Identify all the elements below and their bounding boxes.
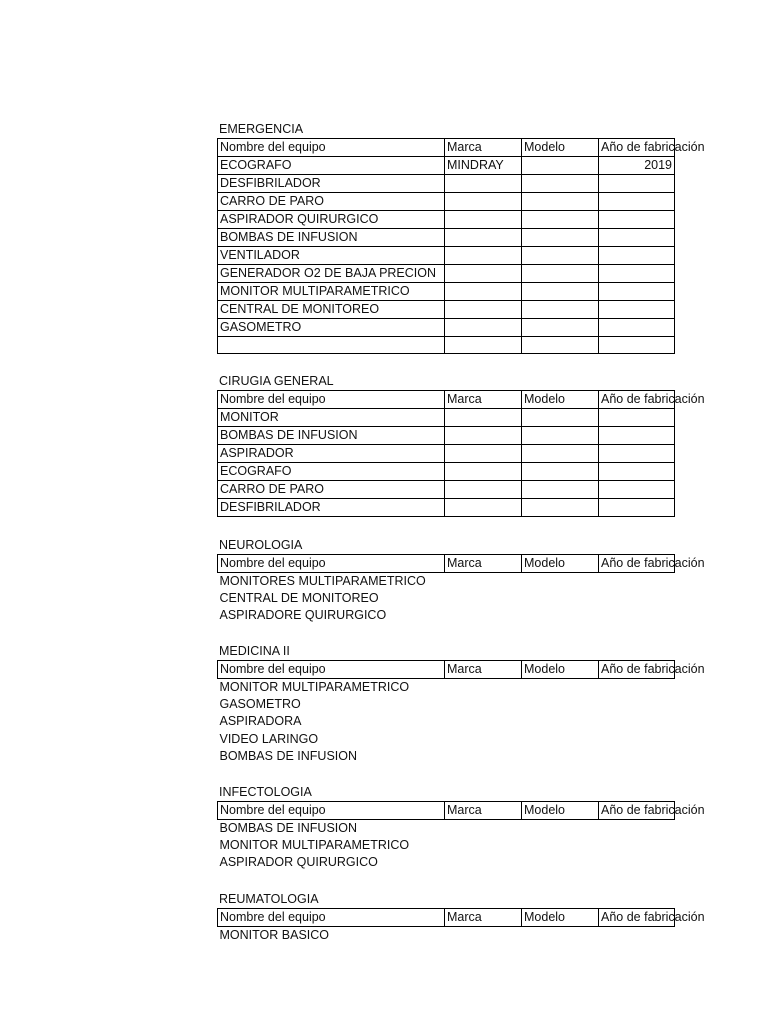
modelo-cell[interactable] — [522, 926, 599, 944]
equipo-cell[interactable]: VIDEO LARINGO — [219, 731, 319, 746]
table-row — [218, 481, 675, 499]
marca-cell[interactable] — [445, 820, 522, 838]
table-row — [218, 427, 675, 445]
anio-cell[interactable] — [599, 211, 675, 229]
spreadsheet-sheet — [217, 120, 705, 944]
modelo-cell[interactable] — [522, 679, 599, 697]
table-row — [218, 748, 675, 765]
marca-cell[interactable] — [445, 319, 522, 337]
section-title[interactable]: NEUROLOGIA — [219, 537, 303, 552]
marca-cell[interactable] — [445, 193, 522, 211]
section-title[interactable]: REUMATOLOGIA — [219, 891, 319, 906]
header-nombre-cell[interactable]: Nombre del equipo — [218, 139, 445, 157]
marca-cell[interactable] — [445, 854, 522, 871]
modelo-cell[interactable] — [522, 319, 599, 337]
modelo-cell[interactable] — [522, 713, 599, 730]
modelo-cell[interactable] — [522, 193, 599, 211]
modelo-cell[interactable] — [522, 748, 599, 765]
blank-row — [217, 354, 677, 372]
table-header-row — [218, 661, 675, 679]
equipo-cell[interactable]: MONITOR BASICO — [219, 927, 330, 942]
marca-cell[interactable] — [445, 427, 522, 445]
table-row — [218, 854, 675, 871]
section-medicina-ii — [217, 642, 705, 765]
equipment-table — [217, 390, 705, 517]
anio-cell[interactable] — [599, 229, 675, 247]
modelo-cell[interactable] — [522, 854, 599, 871]
modelo-cell[interactable] — [522, 301, 599, 319]
anio-cell[interactable]: 2019 — [599, 157, 675, 175]
marca-cell[interactable] — [445, 607, 522, 624]
table-row — [218, 175, 675, 193]
marca-cell[interactable] — [445, 301, 522, 319]
anio-cell[interactable] — [599, 926, 675, 944]
anio-cell[interactable] — [599, 247, 675, 265]
anio-cell[interactable] — [599, 696, 675, 713]
modelo-cell[interactable] — [522, 572, 599, 590]
marca-cell[interactable] — [445, 713, 522, 730]
anio-cell[interactable] — [599, 748, 675, 765]
section-title[interactable]: MEDICINA II — [219, 644, 290, 659]
anio-cell[interactable] — [599, 445, 675, 463]
table-row — [218, 247, 675, 265]
equipo-cell[interactable] — [218, 337, 445, 354]
header-nombre-cell[interactable]: Nombre del equipo — [218, 391, 445, 409]
table-row — [218, 820, 675, 838]
table-header-row — [218, 802, 675, 820]
equipo-cell[interactable]: GENERADOR O2 DE BAJA PRECION — [218, 265, 445, 283]
modelo-cell[interactable] — [522, 696, 599, 713]
marca-cell[interactable] — [445, 283, 522, 301]
anio-cell[interactable] — [599, 265, 675, 283]
modelo-cell[interactable] — [522, 283, 599, 301]
equipment-table — [217, 138, 705, 354]
marca-cell[interactable] — [445, 409, 522, 427]
marca-cell[interactable] — [445, 481, 522, 499]
modelo-cell[interactable] — [522, 265, 599, 283]
marca-cell[interactable] — [445, 337, 522, 354]
section-reumatologia — [217, 890, 705, 944]
equipo-cell[interactable]: ASPIRADORE QUIRURGICO — [219, 607, 387, 622]
modelo-cell[interactable] — [522, 337, 599, 354]
table-row — [218, 926, 675, 944]
equipo-cell[interactable]: DESFIBRILADOR — [218, 499, 445, 517]
marca-cell[interactable] — [445, 696, 522, 713]
anio-cell[interactable] — [599, 427, 675, 445]
equipo-cell[interactable]: MONITOR — [218, 409, 445, 427]
equipo-cell[interactable]: ECOGRAFO — [218, 463, 445, 481]
table-row — [218, 696, 675, 713]
anio-cell[interactable] — [599, 607, 675, 624]
table-row — [218, 283, 675, 301]
modelo-cell[interactable] — [522, 175, 599, 193]
anio-cell[interactable] — [599, 679, 675, 697]
header-modelo-cell[interactable]: Modelo — [522, 391, 599, 409]
header-anio-cell[interactable]: Año de fabricación — [599, 391, 675, 409]
blank-row — [217, 871, 677, 889]
table-row — [218, 409, 675, 427]
equipment-table — [217, 908, 705, 944]
header-anio-cell[interactable]: Año de fabricación — [599, 139, 675, 157]
equipo-cell[interactable]: ASPIRADOR — [218, 445, 445, 463]
marca-cell[interactable] — [445, 499, 522, 517]
equipo-cell[interactable]: CENTRAL DE MONITOREO — [218, 301, 445, 319]
anio-cell[interactable] — [599, 837, 675, 854]
equipment-table — [217, 554, 705, 624]
header-anio-cell[interactable]: Año de fabricación — [599, 908, 675, 926]
marca-cell[interactable] — [445, 247, 522, 265]
marca-cell[interactable] — [445, 445, 522, 463]
table-row — [218, 337, 675, 354]
anio-cell[interactable] — [599, 572, 675, 590]
table-row — [218, 731, 675, 748]
equipo-cell[interactable]: MONITORES MULTIPARAMETRICO — [219, 573, 426, 588]
anio-cell[interactable] — [599, 481, 675, 499]
anio-cell[interactable] — [599, 713, 675, 730]
anio-cell[interactable] — [599, 301, 675, 319]
equipo-cell[interactable]: CARRO DE PARO — [218, 193, 445, 211]
modelo-cell[interactable] — [522, 731, 599, 748]
equipo-cell[interactable]: CARRO DE PARO — [218, 481, 445, 499]
modelo-cell[interactable] — [522, 157, 599, 175]
marca-cell[interactable] — [445, 926, 522, 944]
marca-cell[interactable] — [445, 590, 522, 607]
anio-cell[interactable] — [599, 820, 675, 838]
anio-cell[interactable] — [599, 283, 675, 301]
blank-row — [217, 624, 677, 642]
header-nombre-cell[interactable]: Nombre del equipo — [218, 554, 445, 572]
equipo-cell[interactable]: DESFIBRILADOR — [218, 175, 445, 193]
table-row — [218, 679, 675, 697]
equipo-cell[interactable]: ASPIRADORA — [219, 714, 302, 729]
anio-cell[interactable] — [599, 590, 675, 607]
table-row — [218, 572, 675, 590]
section-title[interactable]: EMERGENCIA — [219, 122, 304, 136]
modelo-cell[interactable] — [522, 820, 599, 838]
table-row — [218, 157, 675, 175]
modelo-cell[interactable] — [522, 481, 599, 499]
marca-cell[interactable] — [445, 229, 522, 247]
section-title[interactable]: INFECTOLOGIA — [219, 785, 312, 800]
section-neurologia — [217, 536, 705, 624]
header-marca-cell[interactable]: Marca — [445, 908, 522, 926]
equipo-cell[interactable]: MONITOR MULTIPARAMETRICO — [219, 680, 410, 695]
anio-cell[interactable] — [599, 854, 675, 871]
header-marca-cell[interactable]: Marca — [445, 391, 522, 409]
table-row — [218, 463, 675, 481]
section-cirugia-general — [217, 372, 705, 517]
modelo-cell[interactable] — [522, 463, 599, 481]
marca-cell[interactable]: MINDRAY — [445, 157, 522, 175]
equipment-table — [217, 801, 705, 871]
modelo-cell[interactable] — [522, 499, 599, 517]
table-row — [218, 319, 675, 337]
equipo-cell[interactable]: ECOGRAFO — [218, 157, 445, 175]
equipo-cell[interactable]: BOMBAS DE INFUSION — [219, 748, 358, 763]
table-row — [218, 607, 675, 624]
equipo-cell[interactable]: BOMBAS DE INFUSION — [218, 229, 445, 247]
marca-cell[interactable] — [445, 175, 522, 193]
table-row — [218, 837, 675, 854]
header-marca-cell[interactable]: Marca — [445, 802, 522, 820]
table-header-row — [218, 139, 675, 157]
header-nombre-cell[interactable]: Nombre del equipo — [218, 661, 445, 679]
equipo-cell[interactable]: MONITOR MULTIPARAMETRICO — [218, 283, 445, 301]
table-header-row — [218, 554, 675, 572]
table-row — [218, 211, 675, 229]
equipo-cell[interactable]: MONITOR MULTIPARAMETRICO — [219, 838, 410, 853]
modelo-cell[interactable] — [522, 607, 599, 624]
header-nombre-cell[interactable]: Nombre del equipo — [218, 908, 445, 926]
section-infectologia — [217, 783, 705, 871]
marca-cell[interactable] — [445, 731, 522, 748]
equipo-cell[interactable]: GASOMETRO — [218, 319, 445, 337]
table-row — [218, 301, 675, 319]
table-row — [218, 499, 675, 517]
table-header-row — [218, 908, 675, 926]
equipment-table — [217, 660, 705, 765]
blank-row — [217, 517, 677, 535]
equipo-cell[interactable]: BOMBAS DE INFUSION — [219, 821, 358, 836]
modelo-cell[interactable] — [522, 229, 599, 247]
modelo-cell[interactable] — [522, 837, 599, 854]
anio-cell[interactable] — [599, 175, 675, 193]
modelo-cell[interactable] — [522, 247, 599, 265]
table-row — [218, 713, 675, 730]
equipo-cell[interactable]: GASOMETRO — [219, 697, 301, 712]
marca-cell[interactable] — [445, 211, 522, 229]
header-anio-cell[interactable]: Año de fabricación — [599, 661, 675, 679]
section-title[interactable]: CIRUGIA GENERAL — [219, 374, 334, 389]
header-marca-cell[interactable]: Marca — [445, 554, 522, 572]
anio-cell[interactable] — [599, 409, 675, 427]
header-marca-cell[interactable]: Marca — [445, 139, 522, 157]
blank-row — [217, 765, 677, 783]
marca-cell[interactable] — [445, 679, 522, 697]
anio-cell[interactable] — [599, 193, 675, 211]
header-modelo-cell[interactable]: Modelo — [522, 661, 599, 679]
table-header-row — [218, 391, 675, 409]
modelo-cell[interactable] — [522, 590, 599, 607]
header-modelo-cell[interactable]: Modelo — [522, 802, 599, 820]
table-row — [218, 445, 675, 463]
header-modelo-cell[interactable]: Modelo — [522, 908, 599, 926]
anio-cell[interactable] — [599, 319, 675, 337]
anio-cell[interactable] — [599, 463, 675, 481]
equipo-cell[interactable]: CENTRAL DE MONITOREO — [219, 590, 379, 605]
header-anio-cell[interactable]: Año de fabricación — [599, 802, 675, 820]
anio-cell[interactable] — [599, 337, 675, 354]
section-emergencia — [217, 120, 705, 354]
table-row — [218, 193, 675, 211]
marca-cell[interactable] — [445, 463, 522, 481]
modelo-cell[interactable] — [522, 409, 599, 427]
equipo-cell[interactable]: ASPIRADOR QUIRURGICO — [218, 211, 445, 229]
anio-cell[interactable] — [599, 499, 675, 517]
marca-cell[interactable] — [445, 748, 522, 765]
equipo-cell[interactable]: VENTILADOR — [218, 247, 445, 265]
modelo-cell[interactable] — [522, 211, 599, 229]
header-marca-cell[interactable]: Marca — [445, 661, 522, 679]
table-row — [218, 590, 675, 607]
modelo-cell[interactable] — [522, 445, 599, 463]
marca-cell[interactable] — [445, 572, 522, 590]
equipo-cell[interactable]: BOMBAS DE INFUSION — [218, 427, 445, 445]
marca-cell[interactable] — [445, 265, 522, 283]
table-row — [218, 229, 675, 247]
equipo-cell[interactable]: ASPIRADOR QUIRURGICO — [219, 855, 378, 870]
anio-cell[interactable] — [599, 731, 675, 748]
table-row — [218, 265, 675, 283]
header-modelo-cell[interactable]: Modelo — [522, 554, 599, 572]
modelo-cell[interactable] — [522, 427, 599, 445]
marca-cell[interactable] — [445, 837, 522, 854]
header-modelo-cell[interactable]: Modelo — [522, 139, 599, 157]
header-anio-cell[interactable]: Año de fabricación — [599, 554, 675, 572]
header-nombre-cell[interactable]: Nombre del equipo — [218, 802, 445, 820]
